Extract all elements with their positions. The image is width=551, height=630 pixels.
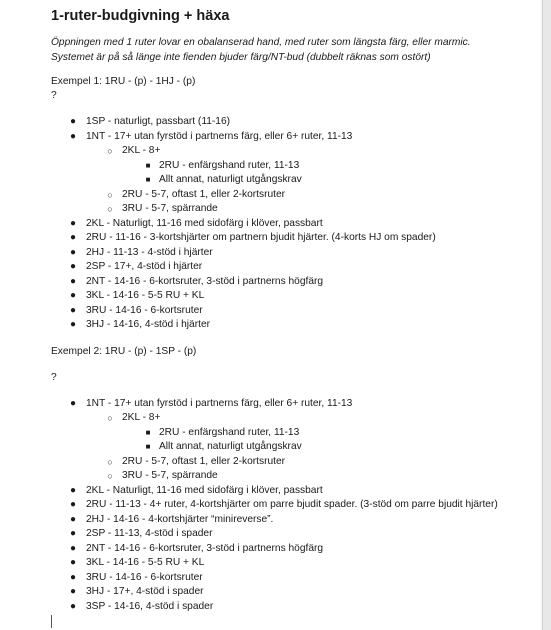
text-cursor bbox=[51, 615, 52, 628]
list-item[interactable] bbox=[51, 600, 543, 615]
list-item-text: 3SP - 14-16, 4-stöd i spader bbox=[86, 600, 214, 612]
list-item[interactable] bbox=[51, 144, 543, 159]
list-item[interactable] bbox=[51, 556, 543, 571]
document-title[interactable]: 1-ruter-budgivning + häxa bbox=[51, 8, 230, 24]
disc-bullet-icon: ● bbox=[69, 217, 77, 229]
list-item-text: 2KL - 8+ bbox=[122, 145, 161, 156]
square-bullet-icon: ■ bbox=[145, 175, 151, 184]
disc-bullet-icon: ● bbox=[69, 484, 77, 496]
disc-bullet-icon: ● bbox=[69, 261, 77, 272]
disc-bullet-icon: ● bbox=[69, 499, 77, 510]
disc-bullet-icon: ● bbox=[69, 246, 77, 258]
list-item[interactable] bbox=[51, 527, 543, 542]
disc-bullet-icon: ● bbox=[69, 397, 77, 409]
square-bullet-icon: ■ bbox=[145, 427, 151, 437]
list-item-text: 3KL - 14-16 - 5-5 RU + KL bbox=[86, 290, 205, 301]
list-item[interactable] bbox=[51, 275, 543, 290]
circle-bullet-icon: ○ bbox=[107, 204, 113, 214]
list-item[interactable] bbox=[51, 260, 543, 275]
circle-bullet-icon: ○ bbox=[107, 189, 113, 200]
intro-line-1: Öppningen med 1 ruter lovar en obalanserad hand, med ruter som längsta färg, eller marmic. bbox=[51, 37, 471, 48]
intro-line-2: Systemet är på så länge inte fienden bjuder färg/NT-bud (dubbelt räknas som ostört) bbox=[51, 52, 431, 63]
list-item[interactable] bbox=[51, 188, 543, 203]
circle-bullet-icon: ○ bbox=[107, 471, 113, 481]
list-item-text: 2RU - 11-13 - 4+ ruter, 4-kortshjärter om parre bjudit spader. (3-stöd om parre bjudit hjärter) bbox=[86, 499, 498, 510]
list-item[interactable] bbox=[51, 455, 543, 470]
list-item[interactable] bbox=[51, 498, 543, 513]
list-item[interactable] bbox=[51, 304, 543, 319]
list-item[interactable] bbox=[51, 397, 543, 412]
example-2-question[interactable]: ? bbox=[51, 371, 57, 383]
list-item[interactable] bbox=[51, 115, 543, 130]
example-2-heading[interactable]: Exempel 2: 1RU - (p) - 1SP - (p) bbox=[51, 345, 197, 357]
list-item-text: 3RU - 5-7, spärrande bbox=[122, 470, 218, 481]
list-item-text: 3HJ - 17+, 4-stöd i spader bbox=[86, 586, 204, 597]
list-item-text: 2KL - Naturligt, 11-16 med sidofärg i klöver, passbart bbox=[86, 217, 323, 229]
document-body[interactable] bbox=[51, 8, 543, 614]
list-item-text: 3RU - 5-7, spärrande bbox=[122, 203, 218, 214]
disc-bullet-icon: ● bbox=[69, 275, 77, 287]
disc-bullet-icon: ● bbox=[69, 600, 77, 612]
list-item-text: 2RU - 11-16 - 3-kortshjärter om partnern bjudit hjärter. (4-korts HJ om spader) bbox=[86, 232, 436, 243]
example-1-heading[interactable]: Exempel 1: 1RU - (p) - 1HJ - (p) bbox=[51, 76, 196, 87]
list-item-text: 1NT - 17+ utan fyrstöd i partnerns färg, eller 6+ ruter, 11-13 bbox=[86, 397, 353, 409]
list-item-text: 1SP - naturligt, passbart (11-16) bbox=[86, 116, 231, 127]
list-item-text: 2SP - 11-13, 4-stöd i spader bbox=[86, 528, 213, 539]
disc-bullet-icon: ● bbox=[69, 116, 77, 127]
list-item[interactable] bbox=[51, 542, 543, 557]
list-item-text: 1NT - 17+ utan fyrstöd i partnerns färg, eller 6+ ruter, 11-13 bbox=[86, 130, 353, 142]
disc-bullet-icon: ● bbox=[69, 319, 77, 330]
list-item[interactable] bbox=[51, 469, 543, 484]
list-item[interactable] bbox=[51, 411, 543, 426]
list-item[interactable] bbox=[51, 484, 543, 499]
disc-bullet-icon: ● bbox=[69, 571, 77, 583]
list-item-text: 2RU - enfärgshand ruter, 11-13 bbox=[159, 159, 300, 171]
circle-bullet-icon: ○ bbox=[107, 456, 113, 467]
list-item-text: 2NT - 14-16 - 6-kortsruter, 3-stöd i partnerns högfärg bbox=[86, 275, 324, 287]
list-item[interactable] bbox=[51, 513, 543, 528]
example-1-question[interactable]: ? bbox=[51, 90, 57, 101]
list-item-text: Allt annat, naturligt utgångskrav bbox=[159, 174, 302, 185]
square-bullet-icon: ■ bbox=[145, 160, 151, 170]
list-item-text: 2KL - Naturligt, 11-16 med sidofärg i klöver, passbart bbox=[86, 484, 323, 496]
disc-bullet-icon: ● bbox=[69, 542, 77, 554]
list-item-text: Allt annat, naturligt utgångskrav bbox=[159, 441, 302, 452]
list-item-text: 2RU - enfärgshand ruter, 11-13 bbox=[159, 426, 300, 438]
circle-bullet-icon: ○ bbox=[107, 413, 113, 423]
disc-bullet-icon: ● bbox=[69, 586, 77, 597]
disc-bullet-icon: ● bbox=[69, 290, 77, 301]
list-item[interactable] bbox=[51, 289, 543, 304]
intro-paragraph[interactable] bbox=[51, 35, 543, 65]
list-item-text: 3RU - 14-16 - 6-kortsruter bbox=[86, 304, 203, 316]
square-bullet-icon: ■ bbox=[145, 442, 151, 451]
list-item[interactable] bbox=[51, 571, 543, 586]
example-2-list bbox=[51, 397, 543, 615]
list-item-text: 3RU - 14-16 - 6-kortsruter bbox=[86, 571, 203, 583]
list-item-text: 2RU - 5-7, oftast 1, eller 2-kortsruter bbox=[122, 188, 286, 200]
list-item[interactable] bbox=[51, 246, 543, 261]
list-item-text: 2KL - 8+ bbox=[122, 412, 161, 423]
list-item-text: 2SP - 17+, 4-stöd i hjärter bbox=[86, 261, 203, 272]
list-item-text: 3HJ - 14-16, 4-stöd i hjärter bbox=[86, 319, 211, 330]
list-item-text: 2NT - 14-16 - 6-kortsruter, 3-stöd i partnerns högfärg bbox=[86, 542, 324, 554]
list-item[interactable] bbox=[51, 426, 543, 441]
disc-bullet-icon: ● bbox=[69, 557, 77, 568]
page-edge bbox=[542, 0, 551, 630]
list-item[interactable] bbox=[51, 318, 543, 333]
list-item-text: 3KL - 14-16 - 5-5 RU + KL bbox=[86, 557, 205, 568]
disc-bullet-icon: ● bbox=[69, 304, 77, 316]
list-item-text: 2HJ - 11-13 - 4-stöd i hjärter bbox=[86, 246, 213, 258]
list-item[interactable] bbox=[51, 585, 543, 600]
disc-bullet-icon: ● bbox=[69, 130, 77, 142]
list-item-text: 2HJ - 14-16 - 4-kortshjärter “minireverse”. bbox=[86, 513, 274, 525]
list-item[interactable] bbox=[51, 202, 543, 217]
disc-bullet-icon: ● bbox=[69, 528, 77, 539]
list-item[interactable] bbox=[51, 440, 543, 455]
circle-bullet-icon: ○ bbox=[107, 146, 113, 156]
list-item[interactable] bbox=[51, 231, 543, 246]
list-item[interactable] bbox=[51, 217, 543, 232]
list-item-text: 2RU - 5-7, oftast 1, eller 2-kortsruter bbox=[122, 455, 286, 467]
list-item[interactable] bbox=[51, 173, 543, 188]
disc-bullet-icon: ● bbox=[69, 232, 77, 243]
example-1-list bbox=[51, 115, 543, 333]
list-item[interactable] bbox=[51, 159, 543, 174]
list-item[interactable] bbox=[51, 130, 543, 145]
disc-bullet-icon: ● bbox=[69, 513, 77, 525]
